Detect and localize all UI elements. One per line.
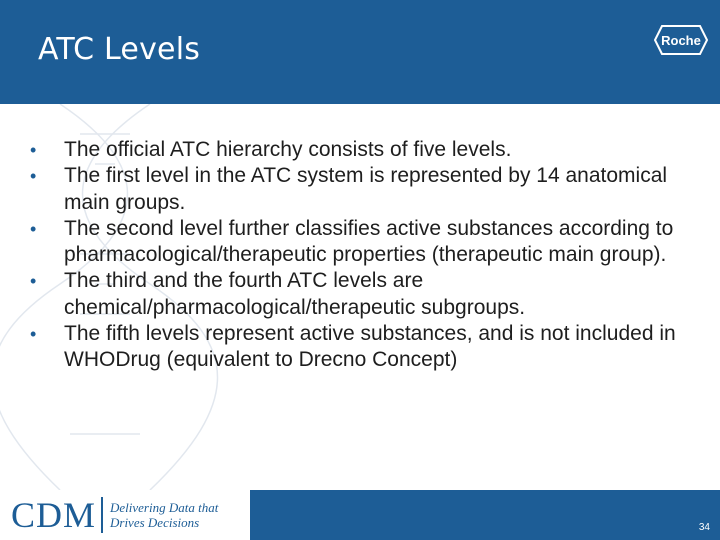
bullet-dot-icon: •: [30, 324, 37, 345]
bullet-dot-icon: •: [30, 140, 37, 160]
bullet-text: The first level in the ATC system is represented by 14 anatomical main groups.: [64, 164, 668, 214]
bullet-dot-icon: •: [30, 271, 37, 292]
cdm-divider: [101, 497, 103, 533]
page-number: 34: [698, 522, 710, 533]
cdm-tagline: [110, 500, 218, 530]
bullet-dot-icon: •: [30, 166, 37, 187]
bullet-list: [30, 137, 690, 374]
roche-logo-icon: [654, 24, 708, 56]
tagline-line-1: Delivering Data that: [110, 500, 219, 515]
tagline-line-2: Drives Decisions: [110, 515, 200, 530]
bullet-dot-icon: •: [30, 218, 37, 239]
bullet-text: The fifth levels represent active substances, and is not included in WHODrug (equivalent to Drecno Concept): [64, 322, 676, 372]
bullet-item: [30, 137, 690, 163]
cdm-logo: CDM: [11, 495, 97, 535]
bullet-text: The official ATC hierarchy consists of five levels.: [64, 138, 512, 161]
bullet-item: [30, 321, 690, 374]
roche-logo-text: Roche: [661, 33, 701, 48]
bullet-item: [30, 268, 690, 321]
bullet-item: [30, 163, 690, 216]
bullet-item: [30, 216, 690, 269]
bullet-text: The second level further classifies active substances according to pharmacological/therapeutic properties (therapeutic main group).: [64, 216, 674, 267]
bullet-text: The third and the fourth ATC levels are chemical/pharmacological/therapeutic subgroups.: [64, 269, 526, 319]
slide-title: ATC Levels: [38, 32, 201, 67]
